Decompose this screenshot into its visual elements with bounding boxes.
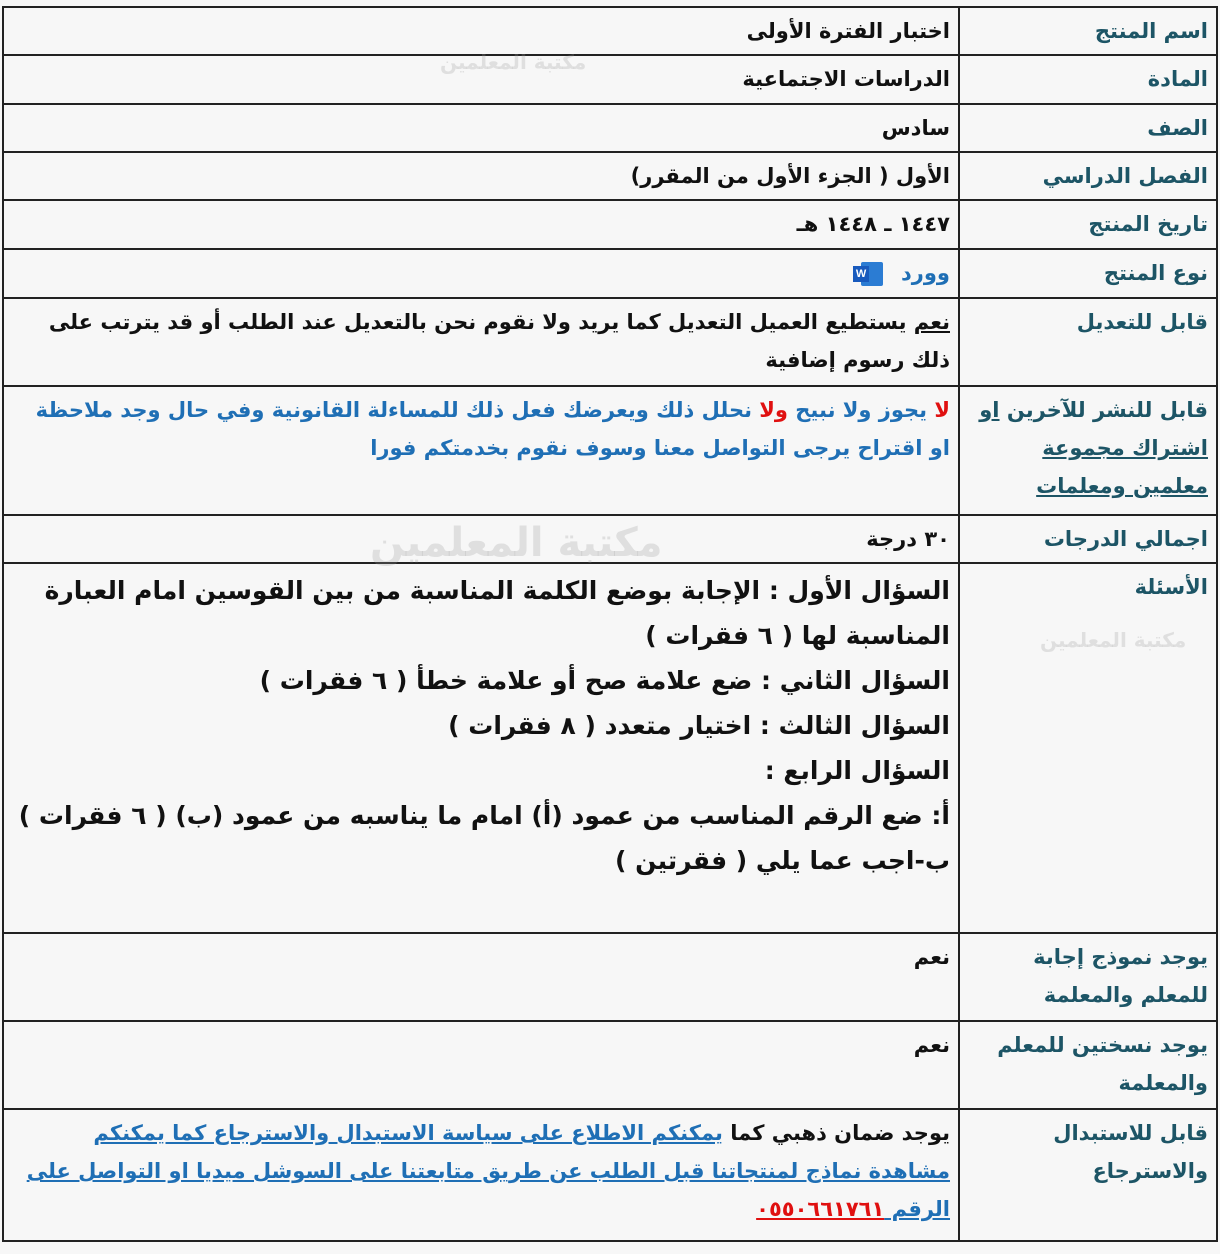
row-two-copies bbox=[3, 1021, 1217, 1109]
row-semester bbox=[3, 152, 1217, 200]
word-icon: W bbox=[853, 260, 883, 288]
label-part: قابل للنشر للآخرين bbox=[999, 398, 1208, 422]
value: نعم bbox=[3, 1021, 959, 1109]
label: قابل للتعديل bbox=[959, 298, 1217, 386]
product-info-table bbox=[2, 6, 1218, 1242]
question: السؤال الثاني : ضع علامة صح أو علامة خطأ ( ٦ فقرات ) bbox=[259, 666, 950, 695]
value bbox=[3, 1109, 959, 1241]
value: الأول ( الجزء الأول من المقرر) bbox=[3, 152, 959, 200]
label: اسم المنتج bbox=[959, 7, 1217, 55]
question: ب-اجب عما يلي ( فقرتين ) bbox=[614, 846, 950, 875]
phone-number[interactable]: ٠٥٥٠٦٦١٧٦١ bbox=[756, 1197, 885, 1221]
red-text: لا bbox=[934, 398, 950, 422]
row-answer-key bbox=[3, 933, 1217, 1021]
questions bbox=[3, 563, 959, 933]
row-publishing bbox=[3, 386, 1217, 515]
value bbox=[3, 298, 959, 386]
label-part: او bbox=[979, 398, 1000, 422]
type-text: وورد bbox=[901, 261, 950, 285]
guarantee-text: يوجد ضمان ذهبي كما bbox=[722, 1121, 950, 1145]
row-type bbox=[3, 249, 1217, 298]
blue-text: نحلل ذلك ويعرضك فعل ذلك للمساءلة القانونية وفي حال وجد ملاحظة او اقتراح يرجى التواصل معنا وسوف نقوم بخدمتكم فورا bbox=[35, 398, 950, 460]
row-date bbox=[3, 200, 1217, 249]
value: ٣٠ درجة bbox=[3, 515, 959, 563]
blue-text: يجوز ولا نبيح bbox=[787, 398, 935, 422]
label: يوجد نسختين للمعلم والمعلمة bbox=[959, 1021, 1217, 1109]
watermark-logo: مكتبة المعلمين bbox=[440, 50, 587, 74]
value: نعم bbox=[3, 933, 959, 1021]
policy-link[interactable]: يمكنكم الاطلاع على سياسة الاستبدال والاسترجاع كما يمكنكم مشاهدة نماذج لمنتجاتنا قبل الطلب عن طريق متابعتنا على السوشل ميديا او التواصل على الرقم bbox=[26, 1121, 950, 1221]
value: الدراسات الاجتماعية bbox=[3, 55, 959, 104]
label: اجمالي الدرجات bbox=[959, 515, 1217, 563]
label: الفصل الدراسي bbox=[959, 152, 1217, 200]
value bbox=[3, 249, 959, 298]
watermark-logo: مكتبة المعلمين bbox=[370, 520, 663, 566]
row-subject bbox=[3, 55, 1217, 104]
watermark-logo: مكتبة المعلمين bbox=[1040, 628, 1187, 652]
question: السؤال الأول : الإجابة بوضع الكلمة المناسبة من بين القوسين امام العبارة المناسبة لها ( ٦ فقرات ) bbox=[44, 576, 950, 650]
label: الصف bbox=[959, 104, 1217, 152]
label: قابل للاستبدال والاسترجاع bbox=[959, 1109, 1217, 1241]
value: سادس bbox=[3, 104, 959, 152]
question: السؤال الرابع : bbox=[764, 756, 950, 785]
row-product-name bbox=[3, 7, 1217, 55]
label: الأسئلة bbox=[959, 563, 1217, 933]
label: نوع المنتج bbox=[959, 249, 1217, 298]
question: أ: ضع الرقم المناسب من عمود (أ) امام ما يناسبه من عمود (ب) ( ٦ فقرات ) bbox=[18, 801, 950, 830]
red-text: ولا bbox=[759, 398, 788, 422]
question: السؤال الثالث : اختيار متعدد ( ٨ فقرات ) bbox=[448, 711, 950, 740]
value bbox=[3, 386, 959, 515]
row-grade bbox=[3, 104, 1217, 152]
row-questions bbox=[3, 563, 1217, 933]
row-total-marks bbox=[3, 515, 1217, 563]
label: تاريخ المنتج bbox=[959, 200, 1217, 249]
label-part: اشتراك مجموعة معلمين ومعلمات bbox=[1036, 436, 1208, 498]
label: المادة bbox=[959, 55, 1217, 104]
editable-text: يستطيع العميل التعديل كما يريد ولا نقوم نحن بالتعديل عند الطلب أو قد يترتب على ذلك رسوم إضافية bbox=[48, 310, 950, 372]
value: ١٤٤٧ ـ ١٤٤٨ هـ bbox=[3, 200, 959, 249]
value: اختبار الفترة الأولى bbox=[3, 7, 959, 55]
yes-text: نعم bbox=[913, 310, 950, 334]
label: يوجد نموذج إجابة للمعلم والمعلمة bbox=[959, 933, 1217, 1021]
row-return-policy bbox=[3, 1109, 1217, 1241]
label bbox=[959, 386, 1217, 515]
row-editable bbox=[3, 298, 1217, 386]
